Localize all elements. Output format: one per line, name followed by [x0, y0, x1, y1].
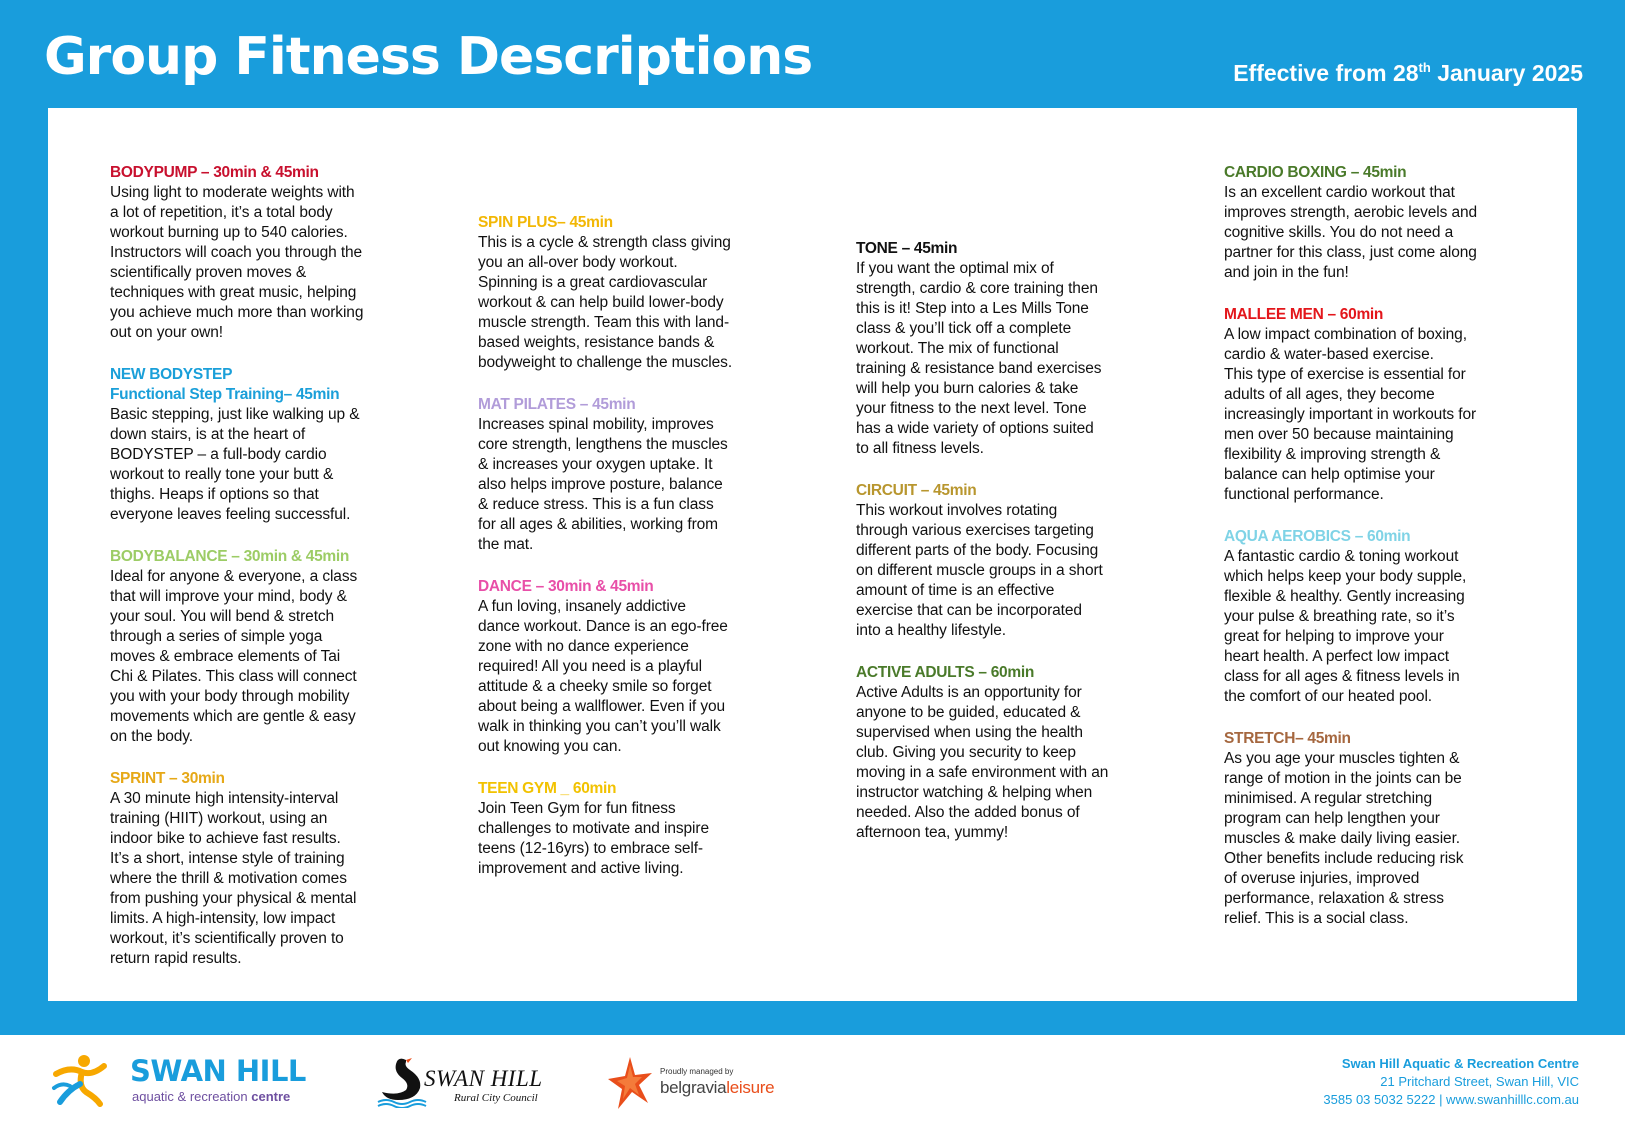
- description-line: walk in thinking you can’t you’ll walk: [478, 718, 721, 735]
- class-block: [856, 481, 1146, 641]
- swan-hill-logo-text: SWAN HILL: [130, 1054, 306, 1088]
- description-line: improvement and active living.: [478, 860, 684, 877]
- description-line: indoor bike to achieve fast results.: [110, 830, 341, 847]
- description-line: & increases your oxygen uptake. It: [478, 456, 713, 473]
- description-line: which helps keep your body supple,: [1224, 568, 1467, 585]
- description-line: As you age your muscles tighten &: [1224, 750, 1460, 767]
- class-block: [856, 239, 1146, 459]
- belgravia-logo-text: belgravialeisure: [660, 1078, 775, 1097]
- description-line: where the thrill & motivation comes: [110, 870, 347, 887]
- description-line: your soul. You will bend & stretch: [110, 608, 335, 625]
- description-line: from pushing your physical & mental: [110, 890, 357, 907]
- class-title: TEEN GYM _ 60min: [478, 780, 617, 797]
- class-title: NEW BODYSTEP: [110, 366, 233, 383]
- class-description: [110, 567, 405, 747]
- description-line: A fun loving, insanely addictive: [478, 598, 686, 615]
- description-line: Active Adults is an opportunity for: [856, 684, 1082, 701]
- column-3: [856, 239, 1146, 865]
- class-description: [856, 683, 1146, 843]
- description-line: training (HIIT) workout, using an: [110, 810, 328, 827]
- class-title: MALLEE MEN – 60min: [1224, 306, 1384, 323]
- description-line: cognitive skills. You do not need a: [1224, 224, 1454, 241]
- belgravia-tagline: Proudly managed by: [660, 1067, 734, 1076]
- description-line: moves & embrace elements of Tai: [110, 648, 341, 665]
- class-title: ACTIVE ADULTS – 60min: [856, 664, 1035, 681]
- class-title: SPIN PLUS– 45min: [478, 214, 613, 231]
- class-title: CARDIO BOXING – 45min: [1224, 164, 1407, 181]
- description-line: improves strength, aerobic levels and: [1224, 204, 1478, 221]
- class-title: AQUA AEROBICS – 60min: [1224, 528, 1411, 545]
- class-block: [856, 663, 1146, 843]
- description-line: dance workout. Dance is an ego-free: [478, 618, 728, 635]
- class-description: [110, 789, 405, 969]
- description-line: A 30 minute high intensity-interval: [110, 790, 339, 807]
- class-description: [478, 799, 773, 879]
- description-line: Instructors will coach you through the: [110, 244, 363, 261]
- class-block: [1224, 527, 1514, 707]
- description-line: the mat.: [478, 536, 534, 553]
- orange-star-icon: [608, 1055, 658, 1111]
- description-line: required! All you need is a playful: [478, 658, 702, 675]
- class-title: MAT PILATES – 45min: [478, 396, 636, 413]
- description-line: workout, it’s scientifically proven to: [110, 930, 344, 947]
- description-line: class & you’ll tick off a complete: [856, 320, 1072, 337]
- class-title: BODYBALANCE – 30min & 45min: [110, 548, 350, 565]
- description-line: teens (12-16yrs) to embrace self-: [478, 840, 703, 857]
- class-block: [110, 365, 405, 525]
- effective-date: Effective from 28th January 2025: [1233, 60, 1583, 86]
- class-block: [1224, 163, 1514, 283]
- class-subtitle: Functional Step Training– 45min: [110, 386, 340, 403]
- rural-city-council-logo[interactable]: [376, 1054, 566, 1108]
- class-title: STRETCH– 45min: [1224, 730, 1351, 747]
- swan-hill-logo-subtitle: aquatic & recreation centre: [132, 1089, 291, 1104]
- class-title: SPRINT – 30min: [110, 770, 225, 787]
- description-line: attitude & a cheeky smile so forget: [478, 678, 712, 695]
- description-line: functional performance.: [1224, 486, 1384, 503]
- description-line: into a healthy lifestyle.: [856, 622, 1007, 639]
- description-line: flexible & healthy. Gently increasing: [1224, 588, 1465, 605]
- description-line: Join Teen Gym for fun fitness: [478, 800, 676, 817]
- description-line: A fantastic cardio & toning workout: [1224, 548, 1459, 565]
- description-line: This workout involves rotating: [856, 502, 1058, 519]
- description-line: club. Giving you security to keep: [856, 744, 1076, 761]
- description-line: adults of all ages, they become: [1224, 386, 1435, 403]
- description-line: a lot of repetition, it’s a total body: [110, 204, 333, 221]
- description-line: anyone to be guided, educated &: [856, 704, 1081, 721]
- description-line: workout. The mix of functional: [856, 340, 1059, 357]
- class-block: [478, 213, 773, 373]
- description-line: you an all-over body workout.: [478, 254, 678, 271]
- description-line: workout to really tone your butt &: [110, 466, 334, 483]
- class-description: [1224, 325, 1514, 505]
- description-line: you achieve much more than working: [110, 304, 364, 321]
- class-description: [110, 405, 405, 525]
- class-block: [1224, 305, 1514, 505]
- description-line: workout & can help build lower-body: [478, 294, 724, 311]
- class-block: [478, 779, 773, 879]
- description-line: bodyweight to challenge the muscles.: [478, 354, 733, 371]
- class-block: [478, 577, 773, 757]
- class-description: [478, 597, 773, 757]
- description-line: training & resistance band exercises: [856, 360, 1102, 377]
- column-4: [1224, 163, 1514, 951]
- description-line: the comfort of our heated pool.: [1224, 688, 1433, 705]
- class-description: [856, 501, 1146, 641]
- description-line: flexibility & improving strength &: [1224, 446, 1441, 463]
- description-line: increasingly important in workouts for: [1224, 406, 1477, 423]
- description-line: cardio & water-based exercise.: [1224, 346, 1434, 363]
- class-title: TONE – 45min: [856, 240, 958, 257]
- class-description: [478, 233, 773, 373]
- belgravia-leisure-logo[interactable]: [608, 1055, 788, 1111]
- description-line: limits. A high-intensity, low impact: [110, 910, 336, 927]
- description-line: moving in a safe environment with an: [856, 764, 1109, 781]
- column-1: [110, 163, 405, 991]
- black-swan-icon: [376, 1054, 428, 1108]
- description-line: of overuse injuries, improved: [1224, 870, 1420, 887]
- description-line: amount of time is an effective: [856, 582, 1055, 599]
- description-line: your pulse & breathing rate, so it’s: [1224, 608, 1455, 625]
- description-line: scientifically proven moves &: [110, 264, 307, 281]
- description-line: Using light to moderate weights with: [110, 184, 355, 201]
- description-line: workout burning up to 540 calories.: [110, 224, 348, 241]
- description-line: performance, relaxation & stress: [1224, 890, 1444, 907]
- description-line: balance can help optimise your: [1224, 466, 1435, 483]
- description-line: through a series of simple yoga: [110, 628, 323, 645]
- description-line: out on your own!: [110, 324, 224, 341]
- description-line: muscle strength. Team this with land-: [478, 314, 730, 331]
- description-line: men over 50 because maintaining: [1224, 426, 1454, 443]
- description-line: partner for this class, just come along: [1224, 244, 1477, 261]
- description-line: program can help lengthen your: [1224, 810, 1440, 827]
- description-line: will help you burn calories & take: [856, 380, 1079, 397]
- class-description: [1224, 749, 1514, 929]
- class-description: [1224, 547, 1514, 707]
- description-line: core strength, lengthens the muscles: [478, 436, 728, 453]
- class-block: [110, 547, 405, 747]
- description-line: heart health. A perfect low impact: [1224, 648, 1449, 665]
- description-line: challenges to motivate and inspire: [478, 820, 709, 837]
- description-line: on the body.: [110, 728, 193, 745]
- description-line: on different muscle groups in a short: [856, 562, 1103, 579]
- description-line: Is an excellent cardio workout that: [1224, 184, 1455, 201]
- description-line: instructor watching & helping when: [856, 784, 1093, 801]
- description-line: great for helping to improve your: [1224, 628, 1444, 645]
- class-block: [1224, 729, 1514, 929]
- description-line: Chi & Pilates. This class will connect: [110, 668, 357, 685]
- description-line: this is it! Step into a Les Mills Tone: [856, 300, 1089, 317]
- description-line: A low impact combination of boxing,: [1224, 326, 1467, 343]
- description-line: you with your body through mobility: [110, 688, 350, 705]
- page-title: Group Fitness Descriptions: [44, 27, 813, 87]
- class-title: DANCE – 30min & 45min: [478, 578, 654, 595]
- description-line: This type of exercise is essential for: [1224, 366, 1466, 383]
- description-line: has a wide variety of options suited: [856, 420, 1094, 437]
- description-line: everyone leaves feeling successful.: [110, 506, 351, 523]
- description-line: supervised when using the health: [856, 724, 1083, 741]
- description-line: thighs. Heaps if options so that: [110, 486, 319, 503]
- description-line: minimised. A regular stretching: [1224, 790, 1432, 807]
- swan-hill-aquatic-logo[interactable]: [48, 1052, 318, 1107]
- description-line: that will improve your mind, body &: [110, 588, 347, 605]
- description-line: return rapid results.: [110, 950, 242, 967]
- description-line: range of motion in the joints can be: [1224, 770, 1462, 787]
- description-line: and join in the fun!: [1224, 264, 1349, 281]
- class-description: [478, 415, 773, 555]
- description-line: relief. This is a social class.: [1224, 910, 1409, 927]
- council-logo-text: SWAN HILL: [424, 1066, 543, 1091]
- class-title: CIRCUIT – 45min: [856, 482, 977, 499]
- description-line: If you want the optimal mix of: [856, 260, 1054, 277]
- contact-address: 21 Pritchard Street, Swan Hill, VIC: [1380, 1074, 1579, 1089]
- description-line: exercise that can be incorporated: [856, 602, 1082, 619]
- class-description: [110, 183, 405, 343]
- description-line: to all fitness levels.: [856, 440, 984, 457]
- description-line: This is a cycle & strength class giving: [478, 234, 731, 251]
- description-line: Ideal for anyone & everyone, a class: [110, 568, 358, 585]
- class-block: [478, 395, 773, 555]
- description-line: Increases spinal mobility, improves: [478, 416, 714, 433]
- description-line: out knowing you can.: [478, 738, 622, 755]
- description-line: Basic stepping, just like walking up &: [110, 406, 360, 423]
- contact-block: [1323, 1055, 1579, 1109]
- description-line: zone with no dance experience: [478, 638, 689, 655]
- description-line: down stairs, is at the heart of: [110, 426, 306, 443]
- description-line: about being a wallflower. Even if you: [478, 698, 726, 715]
- description-line: different parts of the body. Focusing: [856, 542, 1099, 559]
- class-block: [110, 163, 405, 343]
- description-line: BODYSTEP – a full-body cardio: [110, 446, 327, 463]
- description-line: through various exercises targeting: [856, 522, 1094, 539]
- description-line: Spinning is a great cardiovascular: [478, 274, 708, 291]
- description-line: strength, cardio & core training then: [856, 280, 1098, 297]
- class-description: [1224, 183, 1514, 283]
- description-line: class for all ages & fitness levels in: [1224, 668, 1460, 685]
- description-line: Other benefits include reducing risk: [1224, 850, 1464, 867]
- description-line: muscles & make daily living easier.: [1224, 830, 1460, 847]
- description-line: needed. Also the added bonus of: [856, 804, 1080, 821]
- description-line: your fitness to the next level. Tone: [856, 400, 1087, 417]
- class-title: BODYPUMP – 30min & 45min: [110, 164, 319, 181]
- description-line: It’s a short, intense style of training: [110, 850, 345, 867]
- contact-name: Swan Hill Aquatic & Recreation Centre: [1341, 1056, 1579, 1071]
- council-logo-subtitle: Rural City Council: [454, 1092, 538, 1104]
- description-line: techniques with great music, helping: [110, 284, 357, 301]
- description-line: also helps improve posture, balance: [478, 476, 723, 493]
- contact-phone-web[interactable]: 3585 03 5032 5222 | www.swanhilllc.com.au: [1323, 1092, 1579, 1107]
- description-line: & reduce stress. This is a fun class: [478, 496, 714, 513]
- class-block: [110, 769, 405, 969]
- runner-figure-icon: [48, 1052, 118, 1107]
- column-2: [478, 213, 773, 901]
- description-line: based weights, resistance bands &: [478, 334, 715, 351]
- class-description: [856, 259, 1146, 459]
- description-line: for all ages & abilities, working from: [478, 516, 718, 533]
- description-line: afternoon tea, yummy!: [856, 824, 1009, 841]
- description-line: movements which are gentle & easy: [110, 708, 356, 725]
